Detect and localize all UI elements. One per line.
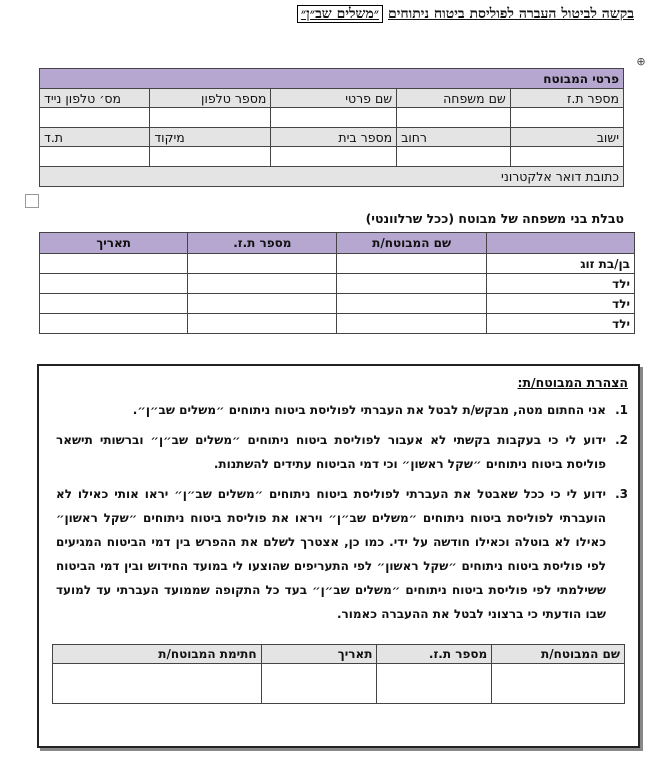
declaration-item-text: ידוע לי כי ככל שאבטל את העברתי לפוליסת ביטוח ניתוחים ״משלים שב״ן״ יראו אותי כאילו לא הועברתי לפוליסת ביטוח ניתוחים ״משלים שב״ן״ ויראו את פוליסת ביטוח ניתוחים ״שקל ראשון״ כאילו לא בוטלה וכאילו חודשה על ידי. כמו כן, אצטרך לשלם את ההפרש בין דמי הביטוח המגיעים לפי פוליסת ביטוח ניתוחים ״שקל ראשון״ לפי התעריפים שהוצעו לי במועד החידוש ובין דמי הביטוח ששילמתי לפי פוליסת ביטוח ניתוחים ״משלים שב״ן״ בעד כל התקופה שממועד העברתי עד למועד שבו הודעתי כי ברצוני לבטל את ההעברה כאמור. bbox=[56, 487, 606, 621]
sig-input-id[interactable] bbox=[377, 664, 492, 704]
label-street: רחוב bbox=[397, 128, 511, 147]
declaration-item-text: אני החתום מטה, מבקש/ת לבטל את העברתי לפוליסת ביטוח ניתוחים ״משלים שב״ן״. bbox=[132, 403, 606, 417]
family-cell[interactable] bbox=[40, 254, 188, 274]
input-id-number[interactable] bbox=[510, 108, 623, 128]
family-col-id: מספר ת.ז. bbox=[188, 233, 337, 254]
label-email[interactable]: כתובת דואר אלקטרוני bbox=[40, 167, 624, 187]
declaration-item bbox=[56, 428, 628, 476]
sig-input-signature[interactable] bbox=[53, 664, 262, 704]
family-cell[interactable] bbox=[337, 294, 486, 314]
declaration-item-text: ידוע לי כי בעקבות בקשתי לא אעבור לפוליסת ביטוח ניתוחים ״משלים שב״ן״ וברשותי תישאר פוליסת ביטוח ניתוחים ״שקל ראשון״ וכי דמי הביטוח עתידים להשתנות. bbox=[56, 433, 606, 471]
sig-input-name[interactable] bbox=[492, 664, 625, 704]
family-cell[interactable] bbox=[337, 274, 486, 294]
insured-input-row-2 bbox=[40, 147, 624, 167]
declaration-list bbox=[56, 398, 628, 632]
input-last-name[interactable] bbox=[397, 108, 511, 128]
sig-col-date: תאריך bbox=[261, 645, 377, 664]
label-city: ישוב bbox=[510, 128, 623, 147]
family-cell[interactable] bbox=[337, 254, 486, 274]
input-phone[interactable] bbox=[150, 108, 271, 128]
family-cell[interactable] bbox=[188, 274, 337, 294]
sig-col-signature: חתימת המבוטח/ת bbox=[53, 645, 262, 664]
title-quoted-box bbox=[297, 5, 383, 23]
family-row-child bbox=[40, 274, 635, 294]
label-house-number: מספר בית bbox=[271, 128, 397, 147]
signature-input-row bbox=[53, 664, 625, 704]
insured-labels-row-2 bbox=[40, 128, 624, 147]
family-table-title: טבלת בני משפחה של מבוטח (ככל שרלוונטי) bbox=[365, 211, 624, 226]
family-role: ילד bbox=[486, 294, 634, 314]
insured-header-row bbox=[40, 69, 624, 89]
checkbox[interactable] bbox=[25, 194, 39, 208]
family-col-name: שם המבוטח/ת bbox=[337, 233, 486, 254]
label-po-box: ת.ד bbox=[40, 128, 150, 147]
family-cell[interactable] bbox=[337, 314, 486, 334]
declaration-box bbox=[37, 364, 640, 748]
family-row-child bbox=[40, 294, 635, 314]
family-members-table bbox=[39, 232, 635, 334]
family-cell[interactable] bbox=[188, 254, 337, 274]
label-zip-code: מיקוד bbox=[150, 128, 271, 147]
label-phone: מספר טלפון bbox=[150, 89, 271, 108]
declaration-item-number: 3. bbox=[615, 487, 628, 501]
insured-input-row-1 bbox=[40, 108, 624, 128]
declaration-title: הצהרת המבוטח/ת: bbox=[517, 375, 628, 390]
declaration-item-number: 1. bbox=[615, 403, 628, 417]
document-title bbox=[294, 6, 634, 23]
family-row-child bbox=[40, 314, 635, 334]
label-id-number: מספר ת.ז bbox=[510, 89, 623, 108]
signature-table bbox=[52, 644, 625, 704]
input-zip-code[interactable] bbox=[150, 147, 271, 167]
family-role: ילד bbox=[486, 314, 634, 334]
sig-col-name: שם המבוטח/ת bbox=[492, 645, 625, 664]
input-street[interactable] bbox=[397, 147, 511, 167]
family-col-date: תאריך bbox=[40, 233, 188, 254]
family-cell[interactable] bbox=[40, 294, 188, 314]
input-mobile-phone[interactable] bbox=[40, 108, 150, 128]
table-move-handle-icon[interactable]: ⊕ bbox=[636, 55, 646, 68]
declaration-item-number: 2. bbox=[615, 433, 628, 447]
label-first-name: שם פרטי bbox=[271, 89, 397, 108]
declaration-item bbox=[56, 482, 628, 626]
family-col-role bbox=[486, 233, 634, 254]
family-cell[interactable] bbox=[40, 274, 188, 294]
title-main: בקשה לביטול העברה לפוליסת ביטוח ניתוחים bbox=[387, 6, 634, 22]
input-po-box[interactable] bbox=[40, 147, 150, 167]
input-city[interactable] bbox=[510, 147, 623, 167]
insured-email-row bbox=[40, 167, 624, 187]
family-role: בן/בת זוג bbox=[486, 254, 634, 274]
insured-labels-row-1 bbox=[40, 89, 624, 108]
declaration-item bbox=[56, 398, 628, 422]
sig-col-id: מספר ת.ז. bbox=[377, 645, 492, 664]
insured-header: פרטי המבוטח bbox=[40, 69, 624, 89]
family-header-row bbox=[40, 233, 635, 254]
title-quoted: ״משלים שב״ן״ bbox=[300, 6, 380, 22]
label-last-name: שם משפחה bbox=[397, 89, 511, 108]
family-cell[interactable] bbox=[40, 314, 188, 334]
signature-header-row bbox=[53, 645, 625, 664]
family-cell[interactable] bbox=[188, 314, 337, 334]
label-mobile-phone: מס׳ טלפון נייד bbox=[40, 89, 150, 108]
family-row-spouse bbox=[40, 254, 635, 274]
insured-details-table bbox=[39, 68, 624, 187]
sig-input-date[interactable] bbox=[261, 664, 377, 704]
family-cell[interactable] bbox=[188, 294, 337, 314]
family-role: ילד bbox=[486, 274, 634, 294]
input-first-name[interactable] bbox=[271, 108, 397, 128]
input-house-number[interactable] bbox=[271, 147, 397, 167]
